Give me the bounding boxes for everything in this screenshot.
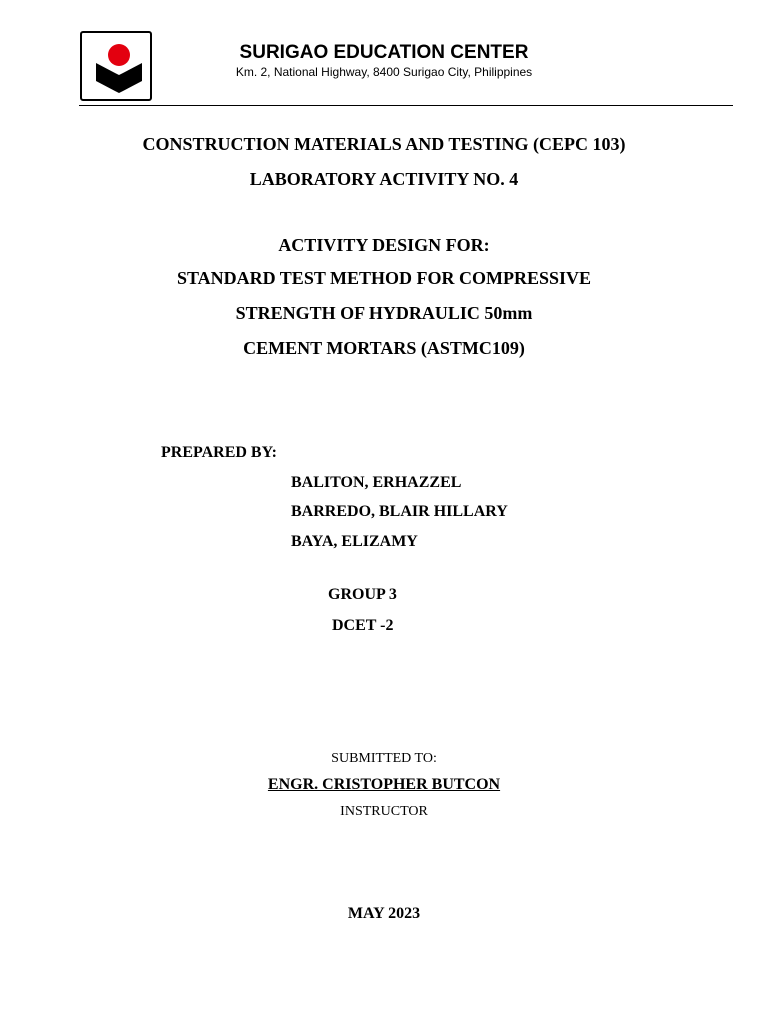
course-title: CONSTRUCTION MATERIALS AND TESTING (CEPC 103) — [142, 134, 626, 154]
member-1: BALITON, ERHAZZEL — [291, 474, 462, 491]
activity-number: LABORATORY ACTIVITY NO. 4 — [249, 169, 519, 189]
design-line-1: STANDARD TEST METHOD FOR COMPRESSIVE — [176, 268, 592, 288]
section-name: DCET -2 — [332, 617, 394, 634]
submitted-to-label: SUBMITTED TO: — [331, 751, 437, 766]
group-number: GROUP 3 — [328, 586, 397, 603]
design-line-3: CEMENT MORTARS (ASTMC109) — [243, 338, 525, 358]
school-logo — [80, 31, 152, 101]
design-line-2: STRENGTH OF HYDRAULIC 50mm — [235, 303, 533, 323]
instructor-name: ENGR. CRISTOPHER BUTCON — [267, 776, 501, 793]
institution-name: SURIGAO EDUCATION CENTER — [239, 42, 529, 63]
member-3: BAYA, ELIZAMY — [291, 533, 418, 550]
logo-book-spine — [115, 73, 123, 93]
logo-red-circle — [108, 44, 130, 66]
submission-date: MAY 2023 — [347, 905, 421, 922]
logo-book-right-page — [123, 63, 142, 91]
design-heading: ACTIVITY DESIGN FOR: — [278, 235, 490, 255]
prepared-by-label: PREPARED BY: — [161, 444, 278, 461]
book-and-circle-logo-icon — [82, 33, 150, 99]
logo-book-left-page — [96, 63, 115, 91]
institution-address: Km. 2, National Highway, 8400 Surigao City, Philippines — [235, 65, 533, 79]
header-divider — [79, 105, 733, 106]
instructor-role: INSTRUCTOR — [340, 804, 428, 819]
member-2: BARREDO, BLAIR HILLARY — [291, 503, 508, 520]
